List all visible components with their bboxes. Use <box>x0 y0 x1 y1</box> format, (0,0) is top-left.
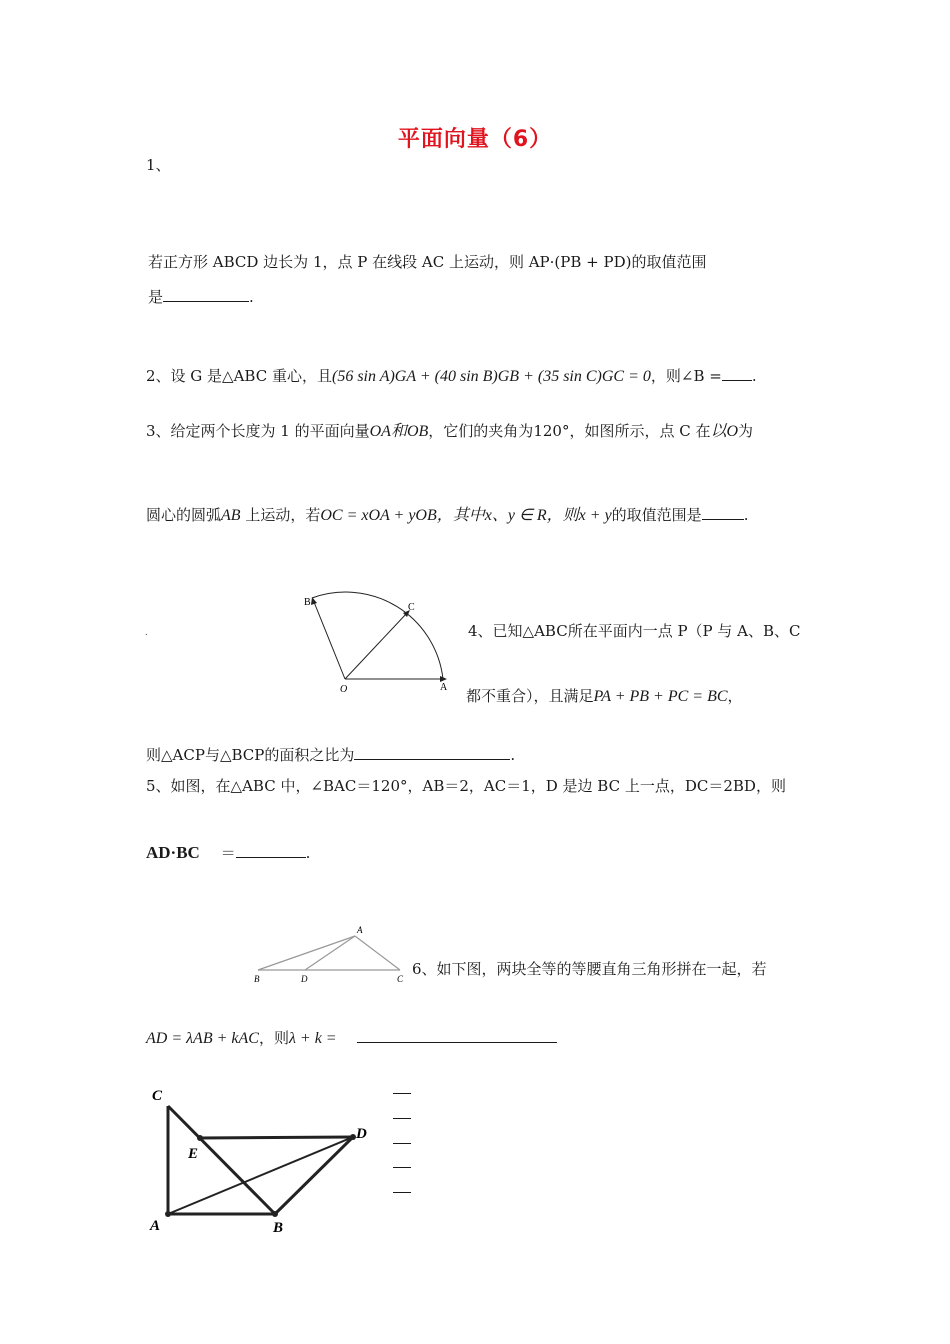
oc-vector <box>345 613 407 679</box>
q6-formula2: λ + k = <box>288 1030 337 1047</box>
fig6-label-d: D <box>356 1126 367 1142</box>
q5-triangle-figure <box>250 920 410 988</box>
point-e <box>197 1135 203 1141</box>
q3-line1-a: 3、给定两个长度为 1 的平面向量 <box>146 422 370 440</box>
q6-line2-b: ，则 <box>258 1029 289 1047</box>
q3-line1-d: ，如图所示，点 C 在 <box>569 422 711 440</box>
fig6-label-e: E <box>188 1146 199 1162</box>
q1-number: 1、 <box>146 156 171 174</box>
page-title: 平面向量（6） <box>397 127 553 152</box>
q3-end: . <box>743 506 749 524</box>
q3-line1 <box>146 421 753 442</box>
fig3-label-c: C <box>408 602 415 613</box>
q3-angle: 120° <box>533 422 570 440</box>
q1-line2-text: 是 <box>148 288 164 306</box>
q2-text-b: ，则∠B = <box>650 367 722 385</box>
q1-line2 <box>148 287 254 307</box>
ob-vector <box>314 602 345 679</box>
q5-line2 <box>146 843 310 863</box>
fig3-label-a: A <box>440 682 448 693</box>
q3-line2-a: 圆心的圆弧 <box>146 506 222 524</box>
q5-formula: AD·BC <box>146 843 200 862</box>
q6-line1: 6、如下图，两块全等的等腰直角三角形拼在一起，若 <box>412 960 767 978</box>
q4-line2-b: ， <box>727 687 743 705</box>
q6-formula: AD = λAB + kAC <box>146 1030 259 1047</box>
q5-answer-blank <box>236 843 306 858</box>
fig3-label-b: B <box>304 597 311 608</box>
q2-text-a: 2、设 G 是△ABC 重心，且 <box>146 367 332 385</box>
segment-ad <box>305 936 355 970</box>
q3-line2-d: 的取值范围是 <box>611 506 702 524</box>
q4-end: . <box>510 746 516 764</box>
q2-line <box>146 366 757 387</box>
fig5-label-d: D <box>301 974 308 984</box>
q1-end: . <box>249 288 254 306</box>
fig6-label-b: B <box>273 1220 284 1236</box>
q6-line2 <box>146 1028 557 1049</box>
fig6-label-a: A <box>150 1218 161 1234</box>
dash-mark <box>393 1093 411 1094</box>
q4-line3 <box>146 745 515 765</box>
q5-line1: 5、如图，在△ABC 中，∠BAC＝120°，AB＝2，AC＝1，D 是边 BC 上一点，DC＝2BD，则 <box>146 777 786 795</box>
q4-line1: 4、已知△ABC所在平面内一点 P（P 与 A、B、C <box>468 622 801 640</box>
side-db <box>275 1137 353 1214</box>
dash-mark <box>393 1192 411 1193</box>
circle-arc <box>312 592 443 679</box>
q3-center: 以O <box>710 423 739 440</box>
side-ed <box>200 1137 353 1138</box>
fig5-label-a: A <box>357 925 363 935</box>
q6-answer-blank <box>357 1028 557 1043</box>
q2-formula: (56 sin A)GA + (40 sin B)GB + (35 sin C)GC = 0 <box>331 368 651 385</box>
q3-line1-f: 为 <box>738 422 754 440</box>
fig6-label-c: C <box>152 1088 163 1104</box>
dash-mark <box>393 1167 411 1168</box>
q4-line2-a: 都不重合），且满足 <box>466 687 594 705</box>
q3-vectors: OA和OB <box>369 423 429 440</box>
ob-arrowhead <box>311 597 317 605</box>
q6-triangles-figure <box>140 1080 380 1240</box>
q3-line2-b: 上运动，若 <box>245 506 321 524</box>
fig5-label-c: C <box>397 974 404 984</box>
q4-answer-blank <box>354 745 510 760</box>
side-ac <box>355 936 400 970</box>
q3-line2 <box>146 505 748 526</box>
point-b <box>272 1211 278 1217</box>
q2-answer-blank <box>722 366 752 381</box>
q3-line2-c: ，其中x、y ∈ R，则x + y <box>436 507 612 524</box>
q3-formula: OC = xOA + yOB <box>320 507 437 524</box>
q3-answer-blank <box>702 505 744 520</box>
dash-mark <box>393 1118 411 1119</box>
q3-arc: AB <box>221 507 241 524</box>
fig5-label-b: B <box>254 974 260 984</box>
q4-line3-text: 则△ACP与△BCP的面积之比为 <box>146 746 355 764</box>
side-ab <box>258 936 355 970</box>
q5-eq: ＝ <box>220 844 236 862</box>
q1-line1: 若正方形 ABCD 边长为 1，点 P 在线段 AC 上运动，则 AP·(PB + PD)的取值范围 <box>148 253 707 271</box>
q4-formula: PA + PB + PC = BC <box>593 688 728 705</box>
side-cb <box>168 1106 275 1214</box>
q1-answer-blank <box>163 287 249 302</box>
q5-end: . <box>305 844 311 862</box>
q3-line1-c: ，它们的夹角为 <box>428 422 534 440</box>
dash-mark <box>393 1143 411 1144</box>
fig3-label-o: O <box>340 684 348 695</box>
stray-dot: . <box>145 628 148 637</box>
q4-line2 <box>466 686 743 707</box>
q2-end: . <box>751 367 757 385</box>
q3-arc-figure <box>295 585 465 700</box>
point-a <box>165 1211 171 1217</box>
